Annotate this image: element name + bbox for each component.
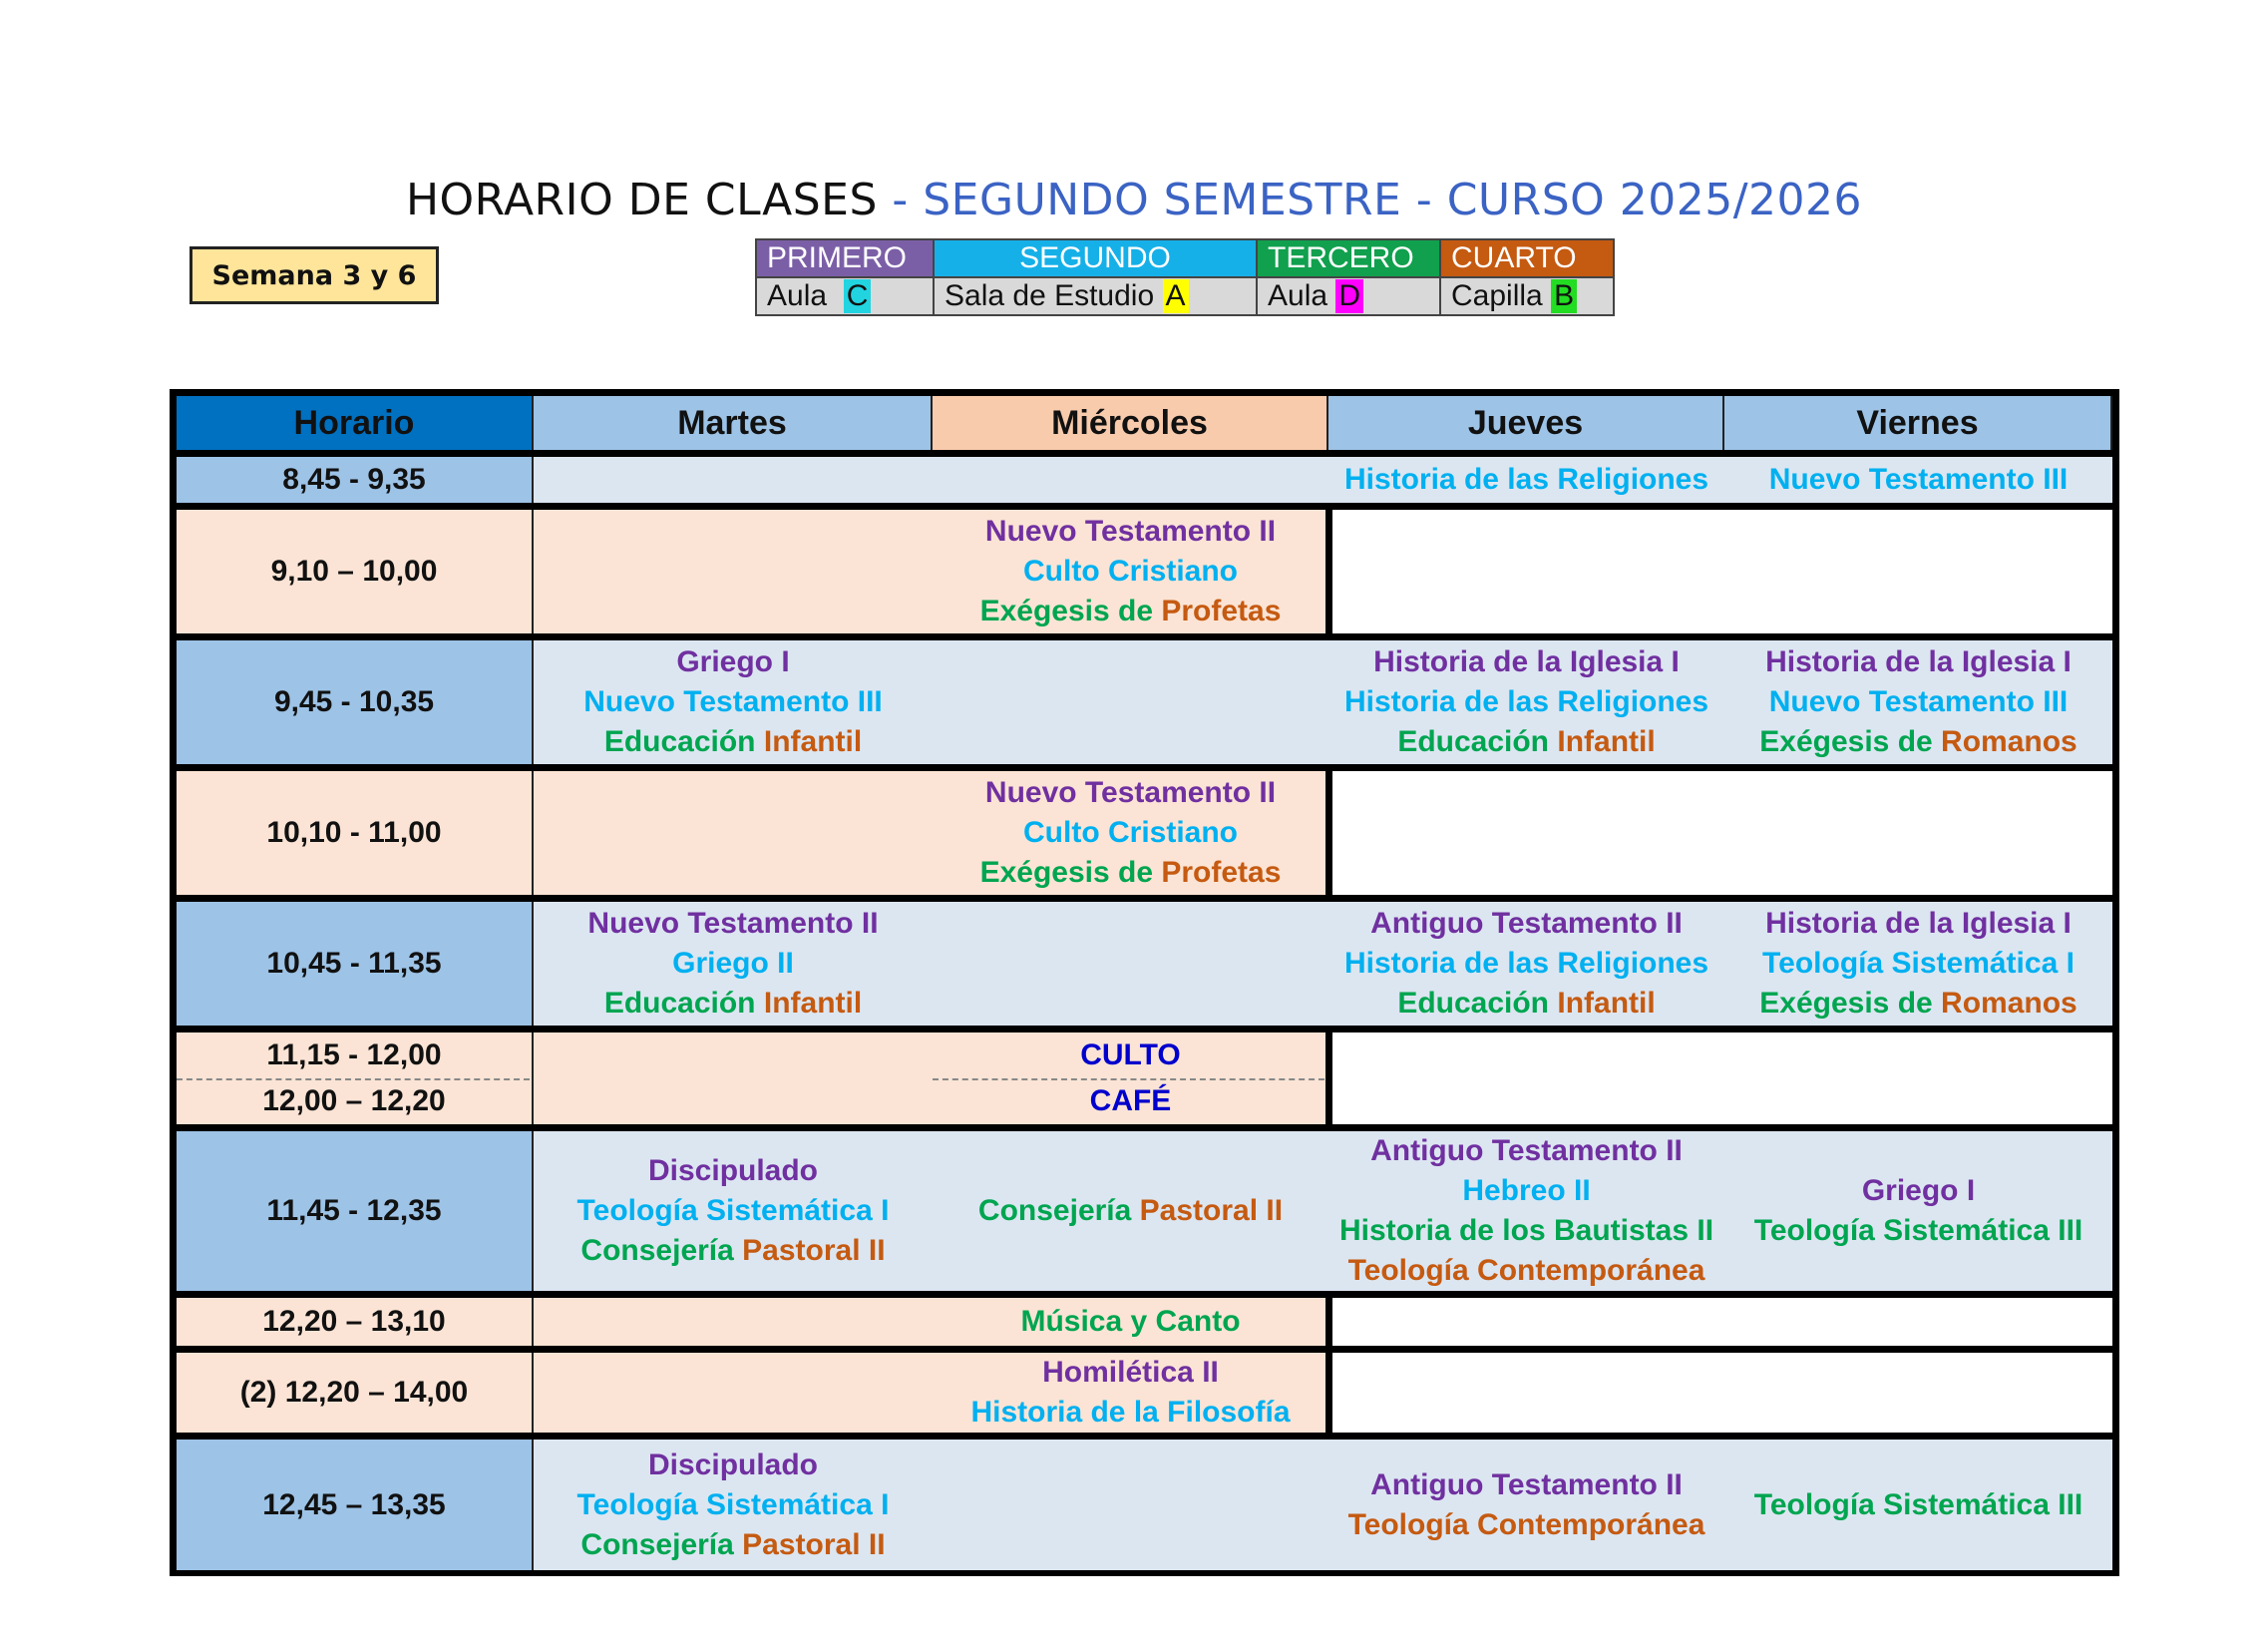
class-text: Discipulado (647, 1154, 819, 1187)
class-text: Pastoral II (1139, 1194, 1284, 1227)
class-text: Griego I (1861, 1174, 1976, 1207)
class-text: Historia de la Filosofía (970, 1396, 1291, 1429)
legend-course-cuarto: CUARTO (1440, 239, 1614, 277)
cell-miercoles (933, 902, 1328, 1026)
class-text: Nuevo Testamento II (587, 907, 879, 940)
header-horario: Horario (177, 396, 534, 450)
time-cell (177, 1440, 534, 1570)
class-text: Educación (603, 987, 764, 1020)
cell-jueves (1328, 640, 1724, 764)
class-text: Educación (603, 725, 764, 758)
legend-room-tercero: Aula D (1257, 277, 1440, 315)
row-divider (177, 1124, 2112, 1131)
cell-martes (534, 1440, 933, 1570)
culto-label: CULTO (1080, 1038, 1181, 1071)
class-entry (978, 1191, 1283, 1231)
cell-jueves (1328, 902, 1724, 1026)
time-label: (2) 12,20 – 14,00 (239, 1376, 469, 1409)
row-divider (177, 633, 2112, 640)
cell-jueves (1328, 457, 1724, 503)
class-text: Historia de la Iglesia I (1765, 645, 2072, 678)
class-text: Teología Contemporánea (1347, 1254, 1705, 1287)
class-entry (1344, 944, 1708, 984)
column-divider (1325, 771, 1332, 895)
class-text: Historia de las Religiones (1343, 685, 1709, 718)
class-text: Discipulado (647, 1447, 819, 1481)
legend-course-segundo: SEGUNDO (934, 239, 1257, 277)
class-text: Educación (1397, 725, 1558, 758)
header-row (177, 396, 2112, 450)
week-badge: Semana 3 y 6 (189, 246, 439, 304)
class-entry (980, 592, 1282, 631)
class-text: Griego II (672, 947, 794, 980)
schedule-row (177, 1298, 2112, 1346)
class-text: Nuevo Testamento III (1768, 463, 2069, 496)
cell-miercoles-classes (933, 1353, 1328, 1433)
class-text: Educación (1397, 987, 1558, 1020)
class-text: Romanos (1941, 725, 2078, 758)
class-entry (1023, 552, 1238, 592)
class-text: Historia de la Iglesia I (1765, 907, 2072, 940)
class-text: Antiguo Testamento II (1370, 1467, 1683, 1501)
column-divider (1325, 1298, 1332, 1346)
class-text: Exégesis de (1759, 987, 1942, 1020)
class-text: Griego I (676, 645, 790, 678)
class-entry (648, 1151, 818, 1191)
time-label: 12,45 – 13,35 (262, 1487, 446, 1521)
cell-jueves (1328, 1131, 1724, 1291)
class-entry (577, 1191, 890, 1231)
class-text: Teología Sistemática I (576, 1194, 890, 1227)
class-text: Nuevo Testamento III (583, 685, 883, 718)
class-text: Nuevo Testamento II (984, 776, 1277, 809)
class-entry (1759, 722, 2077, 762)
cell-martes (534, 640, 933, 764)
row-divider (177, 895, 2112, 902)
legend-room-segundo: Sala de Estudio A (934, 277, 1257, 315)
time-label: 12,20 – 13,10 (262, 1305, 446, 1338)
class-entry (1023, 813, 1238, 853)
class-entry (580, 1231, 885, 1271)
time-cell (177, 457, 534, 503)
class-entry (985, 773, 1276, 813)
cell-miercoles (933, 457, 1328, 503)
class-entry (970, 1393, 1290, 1433)
class-text: Teología Sistemática I (1762, 947, 2075, 980)
row-divider (177, 1346, 2112, 1353)
class-text: Exégesis de (979, 856, 1162, 889)
cell-viernes (1724, 640, 2112, 764)
cell-miercoles (933, 1440, 1328, 1570)
class-entry (1042, 1353, 1219, 1393)
room-code-chip: C (844, 279, 872, 313)
dashed-divider (933, 1078, 1324, 1080)
class-text: Antiguo Testamento II (1370, 1134, 1683, 1167)
class-text: Hebreo II (1462, 1174, 1591, 1207)
class-entry (580, 1525, 885, 1565)
class-entry (577, 1485, 890, 1525)
class-text: Antiguo Testamento II (1370, 907, 1683, 940)
dashed-divider (177, 1078, 530, 1080)
row-divider (177, 450, 2112, 457)
legend-room-cuarto: Capilla B (1440, 277, 1614, 315)
class-entry (1762, 944, 2075, 984)
column-divider (1325, 1032, 1332, 1124)
schedule-table (170, 389, 2119, 1576)
class-text: Romanos (1941, 987, 2078, 1020)
time-label: 10,45 - 11,35 (266, 947, 442, 980)
class-text: Infantil (763, 725, 863, 758)
class-entry (1344, 682, 1708, 722)
class-text: Infantil (763, 987, 863, 1020)
class-entry (672, 944, 794, 984)
time-cell (177, 771, 534, 895)
class-text: Profetas (1161, 595, 1282, 627)
schedule-row (177, 1131, 2112, 1291)
header-jueves: Jueves (1328, 396, 1724, 450)
title-main: HORARIO DE CLASES (405, 175, 878, 225)
cell-martes (534, 902, 933, 1026)
legend-course-tercero: TERCERO (1257, 239, 1440, 277)
cell-viernes (1724, 1440, 2112, 1570)
class-text: Consejería (977, 1194, 1140, 1227)
time-label: 12,00 – 12,20 (262, 1084, 446, 1117)
class-entry (648, 1445, 818, 1485)
class-text: Historia de los Bautistas II (1338, 1214, 1714, 1247)
cell-miercoles (933, 640, 1328, 764)
class-text: Profetas (1161, 856, 1282, 889)
class-entry (1348, 1251, 1705, 1291)
class-text: Homilética II (1042, 1356, 1219, 1389)
class-entry (1397, 722, 1655, 762)
class-text: Historia de las Religiones (1343, 463, 1709, 496)
class-entry (1765, 642, 2072, 682)
class-entry (1754, 1485, 2083, 1525)
class-text: Consejería (580, 1234, 743, 1267)
header-martes: Martes (534, 396, 933, 450)
class-text: Consejería (580, 1527, 743, 1561)
time-label: 11,15 - 12,00 (266, 1038, 442, 1071)
class-entry (1020, 1302, 1240, 1342)
legend-room-primero: Aula C (756, 277, 934, 315)
class-text: Pastoral II (742, 1234, 886, 1267)
cafe-label: CAFÉ (1089, 1084, 1172, 1117)
time-label: 10,10 - 11,00 (266, 816, 442, 849)
class-entry (1769, 682, 2069, 722)
class-entry (1348, 1505, 1705, 1545)
class-entry (1754, 1211, 2083, 1251)
column-divider (1325, 1353, 1332, 1433)
class-entry (1373, 642, 1680, 682)
row-divider (177, 1291, 2112, 1298)
class-entry (587, 904, 878, 944)
cell-miercoles-classes (933, 771, 1328, 895)
room-code-chip: A (1163, 279, 1189, 313)
room-code-chip: D (1335, 279, 1363, 313)
class-entry (1765, 904, 2072, 944)
class-text: Teología Sistemática I (576, 1487, 890, 1521)
schedule-row (177, 771, 2112, 895)
class-entry (1339, 1211, 1713, 1251)
class-entry (1370, 1465, 1683, 1505)
title-sub: - SEGUNDO SEMESTRE - CURSO 2025/2026 (877, 175, 1863, 225)
schedule-row (177, 1032, 2112, 1124)
class-entry (604, 722, 862, 762)
class-entry (1370, 1131, 1683, 1171)
row-divider (177, 764, 2112, 771)
class-text: Nuevo Testamento II (984, 515, 1277, 548)
time-cell (177, 510, 534, 633)
class-text: Culto Cristiano (1023, 555, 1238, 588)
class-text: Pastoral II (742, 1527, 886, 1561)
time-label: 8,45 - 9,35 (282, 463, 426, 496)
time-cell (177, 1298, 534, 1346)
time-label: 11,45 - 12,35 (266, 1194, 442, 1227)
cell-miercoles (933, 1131, 1328, 1291)
class-text: Música y Canto (1020, 1305, 1241, 1338)
row-divider (177, 1433, 2112, 1440)
schedule-row (177, 902, 2112, 1026)
row-divider (177, 1026, 2112, 1032)
class-entry (985, 512, 1276, 552)
class-text: Exégesis de (1759, 725, 1942, 758)
cell-jueves (1328, 1440, 1724, 1570)
cell-viernes (1724, 902, 2112, 1026)
schedule-row (177, 640, 2112, 764)
class-text: Exégesis de (979, 595, 1162, 627)
time-label: 9,45 - 10,35 (273, 685, 435, 718)
class-text: Culto Cristiano (1023, 816, 1238, 849)
class-text: Historia de la Iglesia I (1373, 645, 1680, 678)
column-divider (1325, 510, 1332, 633)
header-miercoles: Miércoles (933, 396, 1328, 450)
schedule-row (177, 1440, 2112, 1570)
time-label: 9,10 – 10,00 (270, 555, 438, 588)
cell-martes (534, 1131, 933, 1291)
schedule-row (177, 510, 2112, 633)
class-text: Historia de las Religiones (1343, 947, 1709, 980)
class-text: Infantil (1557, 987, 1656, 1020)
class-entry (1759, 984, 2077, 1024)
cell-miercoles-classes (933, 510, 1328, 633)
class-entry (604, 984, 862, 1024)
time-cell (177, 1131, 534, 1291)
class-entry (980, 853, 1282, 893)
class-entry (1370, 904, 1683, 944)
class-entry (1344, 460, 1708, 500)
class-entry (1397, 984, 1655, 1024)
cell-martes (534, 457, 933, 503)
course-legend (755, 238, 1615, 316)
class-entry (676, 642, 789, 682)
cell-viernes (1724, 1131, 2112, 1291)
time-cell (177, 640, 534, 764)
schedule-row (177, 457, 2112, 503)
time-cell (177, 902, 534, 1026)
class-text: Teología Sistemática III (1753, 1487, 2083, 1521)
class-entry (1862, 1171, 1975, 1211)
legend-course-primero: PRIMERO (756, 239, 934, 277)
class-text: Teología Sistemática III (1753, 1214, 2083, 1247)
class-text: Infantil (1557, 725, 1656, 758)
class-text: Teología Contemporánea (1347, 1507, 1705, 1541)
time-cell (177, 1353, 534, 1433)
row-divider (177, 503, 2112, 510)
class-entry (583, 682, 883, 722)
class-text: Nuevo Testamento III (1768, 685, 2069, 718)
cell-miercoles-classes (933, 1298, 1328, 1346)
class-entry (1462, 1171, 1590, 1211)
header-viernes: Viernes (1724, 396, 2112, 450)
page-title (0, 175, 2268, 225)
class-entry (1769, 460, 2069, 500)
cell-viernes (1724, 457, 2112, 503)
room-code-chip: B (1551, 279, 1577, 313)
schedule-row (177, 1353, 2112, 1433)
